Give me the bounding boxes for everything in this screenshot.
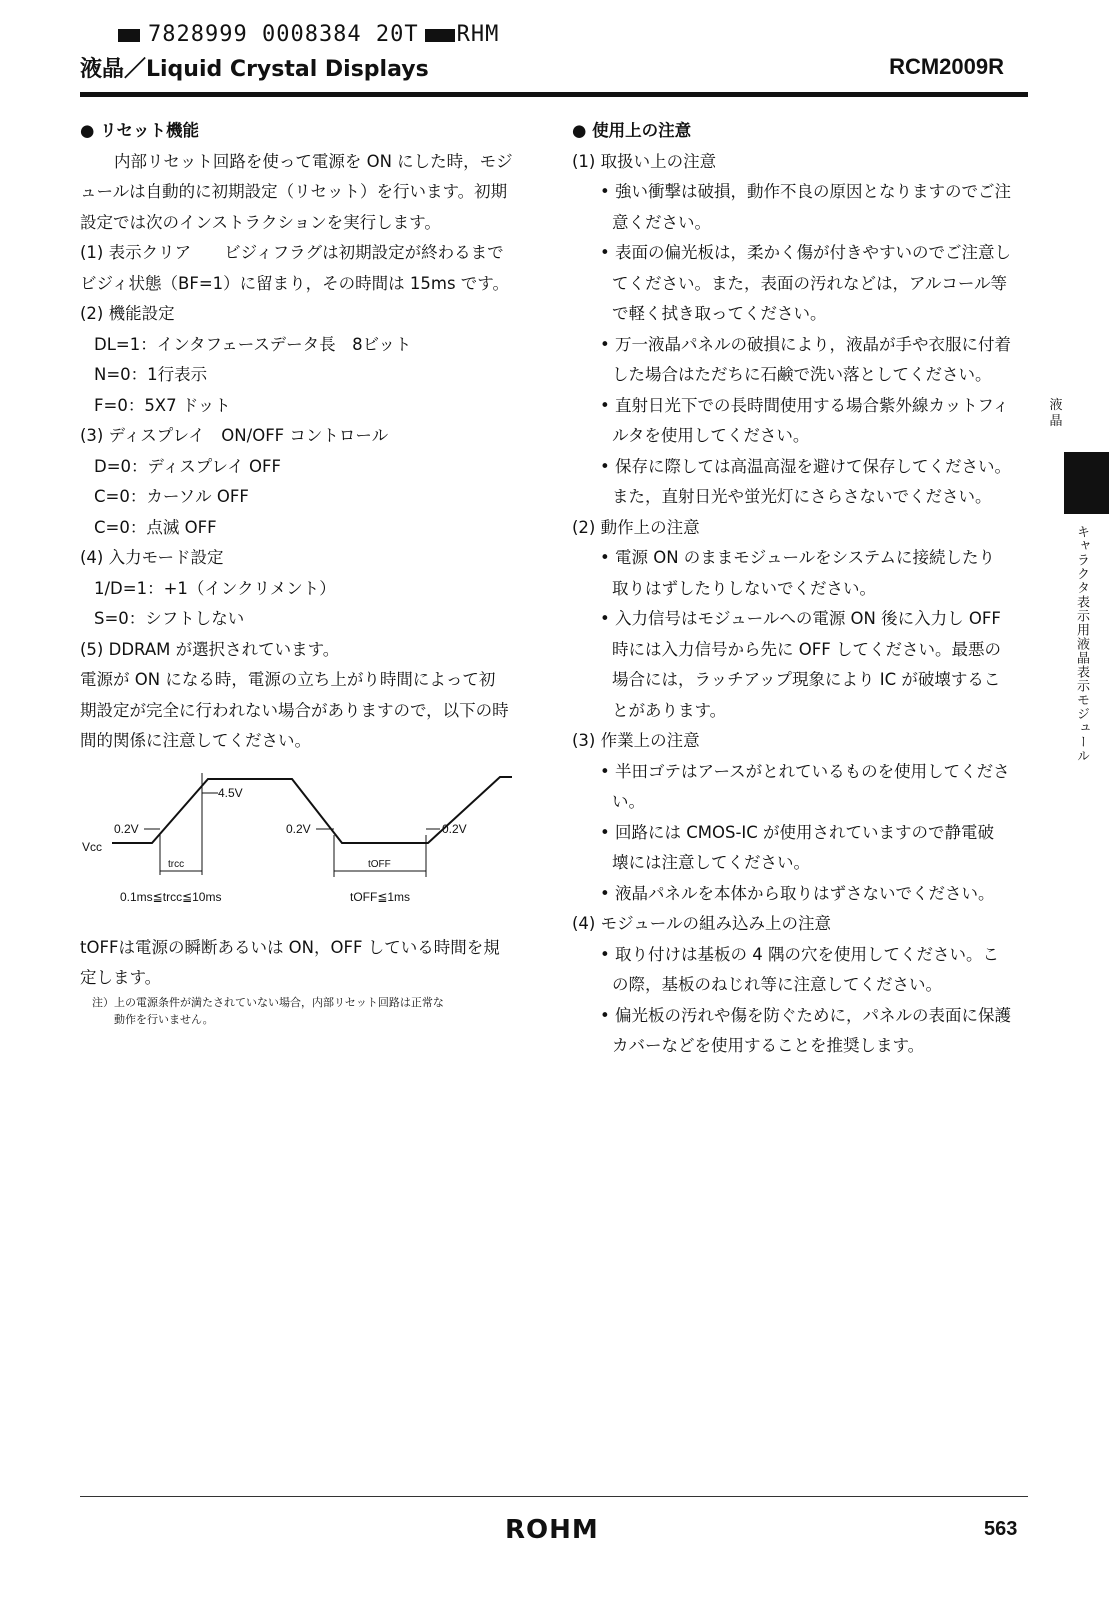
model-number: RCM2009R bbox=[889, 54, 1004, 79]
s1-item-cont: した場合はただちに石鹸で洗い落としてください。 bbox=[612, 365, 992, 384]
footnote: 注）上の電源条件が満たされていない場合，内部リセット回路は正常な bbox=[92, 995, 444, 1009]
section-1: (1) 取扱い上の注意 bbox=[572, 151, 717, 171]
item-2-sub: N=0：1行表示 bbox=[94, 365, 208, 384]
s4-item-cont: の際，基板のねじれ等に注意してください。 bbox=[612, 975, 942, 994]
side-tab-bar bbox=[1064, 452, 1109, 514]
s2-item-cont: 取りはずしたりしないでください。 bbox=[612, 578, 876, 598]
s4-item-cont: カバーなどを使用することを推奨します。 bbox=[612, 1036, 925, 1055]
item-3-sub: C=0：点滅 OFF bbox=[94, 517, 217, 537]
black-block-icon bbox=[118, 29, 140, 42]
side-tab-label: 液晶 bbox=[1049, 398, 1063, 429]
s1-item: • 万一液晶パネルの破損により，液晶が手や衣服に付着 bbox=[600, 334, 1011, 354]
brand-small: RHM bbox=[456, 22, 500, 47]
trcc-condition: 0.1ms≦trcc≦10ms bbox=[120, 889, 222, 904]
s3-item-cont: い。 bbox=[612, 792, 645, 811]
v02a-label: 0.2V bbox=[114, 821, 139, 836]
warning-line: 間的関係に注意してください。 bbox=[80, 731, 311, 750]
s4-item: • 取り付けは基板の 4 隅の穴を使用してください。こ bbox=[600, 944, 999, 964]
item-4-sub: 1/D=1：+1（インクリメント） bbox=[94, 578, 336, 598]
section-4: (4) モジュールの組み込み上の注意 bbox=[572, 914, 831, 933]
v02c-label: 0.2V bbox=[442, 821, 467, 836]
black-block-icon bbox=[425, 29, 455, 42]
s2-item-cont: とがあります。 bbox=[612, 700, 727, 720]
toff-condition: tOFF≦1ms bbox=[350, 889, 411, 904]
item-1: (1) 表示クリア ビジィフラグは初期設定が終わるまで bbox=[80, 243, 504, 262]
item-5: (5) DDRAM が選択されています。 bbox=[80, 639, 340, 659]
s3-item-cont: 壊には注意してください。 bbox=[612, 853, 810, 872]
s3-item: • 液晶パネルを本体から取りはずさないでください。 bbox=[600, 883, 995, 903]
s3-item: • 半田ゴテはアースがとれているものを使用してくださ bbox=[600, 761, 1010, 781]
intro-line: 設定では次のインストラクションを実行します。 bbox=[80, 212, 441, 232]
s2-item: • 入力信号はモジュールへの電源 ON 後に入力し OFF bbox=[600, 609, 1001, 628]
s3-item: • 回路には CMOS-IC が使用されていますので静電破 bbox=[600, 822, 995, 842]
item-1-cont: ビジィ状態（BF=1）に留まり，その時間は 15ms です。 bbox=[80, 273, 509, 293]
left-column bbox=[80, 116, 535, 1028]
item-3-sub: D=0：ディスプレイ OFF bbox=[94, 456, 281, 476]
reset-heading: ● リセット機能 bbox=[80, 121, 199, 140]
s2-item: • 電源 ON のままモジュールをシステムに接続したり bbox=[600, 548, 995, 567]
s1-item-cont: で軽く拭き取ってください。 bbox=[612, 304, 827, 323]
document-code bbox=[118, 22, 499, 47]
s1-item-cont: また，直射日光や蛍光灯にさらさないでください。 bbox=[612, 487, 992, 506]
item-3-sub: C=0：カーソル OFF bbox=[94, 487, 249, 506]
v45-label: 4.5V bbox=[218, 785, 243, 800]
s1-item-cont: ルタを使用してください。 bbox=[612, 426, 810, 445]
code-text: 7828999 0008384 20T bbox=[148, 22, 419, 47]
warning-line: 期設定が完全に行われない場合がありますので，以下の時 bbox=[80, 700, 509, 720]
item-4-sub: S=0：シフトしない bbox=[94, 609, 245, 628]
toff-label: tOFF bbox=[368, 858, 391, 870]
item-2: (2) 機能設定 bbox=[80, 304, 175, 323]
s1-item-cont: 意ください。 bbox=[612, 212, 711, 232]
vcc-label: Vcc bbox=[82, 839, 103, 854]
right-column bbox=[572, 116, 1032, 1062]
item-2-sub: DL=1：インタフェースデータ長 8ビット bbox=[94, 334, 412, 354]
s1-item-cont: てください。また，表面の汚れなどは，アルコール等 bbox=[612, 273, 1008, 293]
section-3: (3) 作業上の注意 bbox=[572, 731, 700, 750]
item-2-sub: F=0：5X7 ドット bbox=[94, 395, 231, 415]
s4-item: • 偏光板の汚れや傷を防ぐために，パネルの表面に保護 bbox=[600, 1005, 1011, 1025]
side-vertical-label: キャラクタ表示用液晶表示モジュール bbox=[1074, 525, 1089, 763]
s1-item: • 強い衝撃は破損，動作不良の原因となりますのでご注 bbox=[600, 182, 1011, 201]
page-number: 563 bbox=[984, 1518, 1018, 1540]
intro-line: 内部リセット回路を使って電源を ON にした時，モジ bbox=[114, 151, 513, 171]
header-rule bbox=[80, 92, 1028, 97]
footer-rule bbox=[80, 1496, 1028, 1497]
s1-item: • 直射日光下での長時間使用する場合紫外線カットフィ bbox=[600, 395, 1009, 415]
s1-item: • 表面の偏光板は，柔かく傷が付きやすいのでご注意し bbox=[600, 243, 1011, 262]
v02b-label: 0.2V bbox=[286, 821, 311, 836]
trcc-label: trcc bbox=[168, 858, 185, 870]
warning-line: 電源が ON になる時，電源の立ち上がり時間によって初 bbox=[80, 670, 496, 689]
footnote: 動作を行いません。 bbox=[92, 1012, 214, 1026]
intro-line: ュールは自動的に初期設定（リセット）を行います。初期 bbox=[80, 182, 508, 201]
section-2: (2) 動作上の注意 bbox=[572, 517, 700, 537]
s2-item-cont: 場合には，ラッチアップ現象により IC が破壊するこ bbox=[612, 670, 1001, 689]
toff-desc: 定します。 bbox=[80, 968, 162, 987]
rohm-logo: ROHM bbox=[505, 1515, 599, 1545]
s1-item: • 保存に際しては高温高湿を避けて保存してください。 bbox=[600, 456, 1011, 476]
power-timing-diagram bbox=[80, 763, 530, 933]
page-title: 液晶／Liquid Crystal Displays bbox=[80, 57, 429, 82]
caution-heading: ● 使用上の注意 bbox=[572, 121, 692, 140]
item-4: (4) 入力モード設定 bbox=[80, 548, 224, 567]
s2-item-cont: 時には入力信号から先に OFF してください。最悪の bbox=[612, 639, 1001, 659]
item-3: (3) ディスプレイ ON/OFF コントロール bbox=[80, 426, 389, 445]
toff-desc: tOFFは電源の瞬断あるいは ON，OFF している時間を規 bbox=[80, 937, 500, 957]
